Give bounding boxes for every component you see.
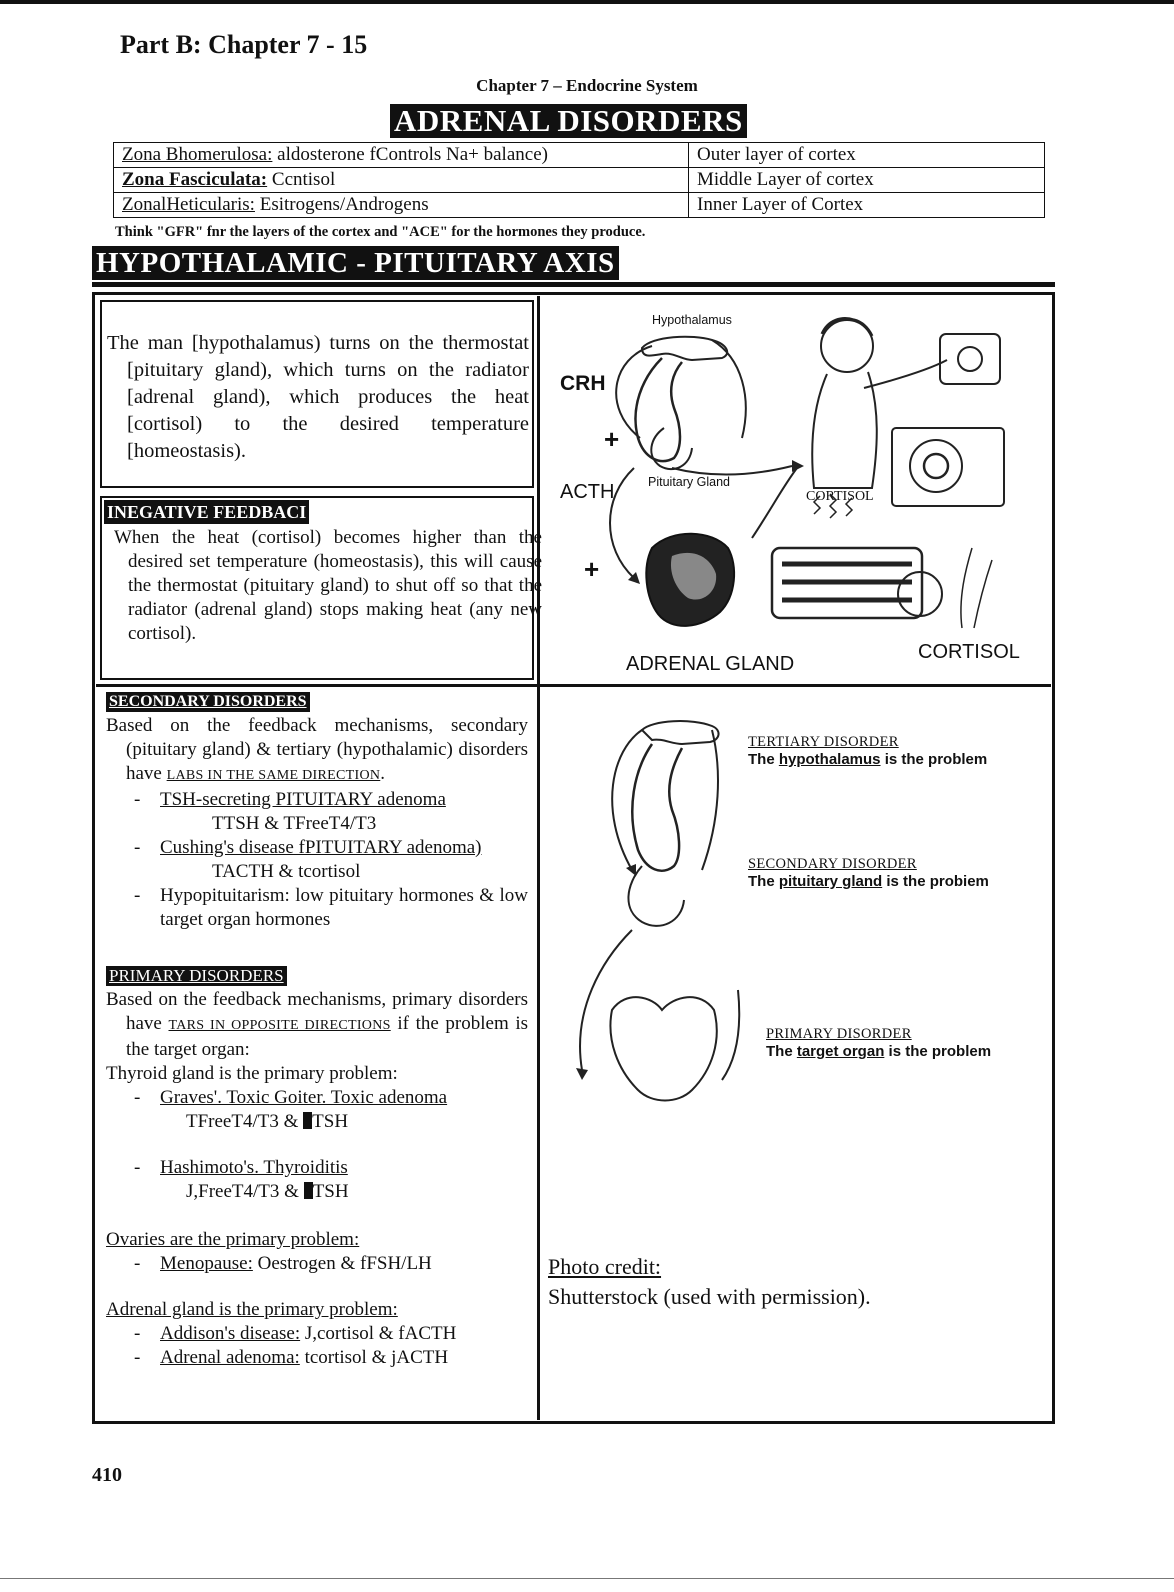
secondary-title: SECONDARY DISORDER: [748, 856, 917, 872]
tertiary-title: TERTIARY DISORDER: [748, 734, 899, 750]
zona-layer: Outer layer of cortex: [689, 143, 1045, 168]
pituitary-lobe: [651, 428, 692, 469]
chapter-subtitle: [0, 76, 1174, 96]
pituitary-shape: [632, 744, 682, 871]
radiator-wheel: [898, 572, 942, 616]
list-item: [106, 884, 528, 932]
zona-hormone: Ccntisol: [271, 169, 336, 190]
redaction-mark: [303, 1112, 312, 1129]
label-hypothalamus: Hypothalamus: [652, 313, 732, 327]
hashimoto-label: Hashimoto's. Thyroiditis: [160, 1157, 348, 1178]
adrenal-disorders-title: ADRENAL DISORDERS: [390, 104, 747, 138]
photo-credit-text: Shutterstock (used with permission).: [548, 1284, 871, 1309]
graves-labs-a: TFreeT4/T3 &: [186, 1111, 304, 1132]
thermostat-knob: [958, 347, 982, 371]
label-plus-2: +: [584, 554, 600, 584]
graves-label: Graves'. Toxic Goiter. Toxic adenoma: [160, 1087, 448, 1108]
plant-shape: [961, 548, 992, 628]
label-crh: CRH: [560, 372, 606, 395]
analogy-text: [107, 330, 529, 465]
primary-intro-a: Based on the feedback mechanisms, primary disorders have: [106, 989, 528, 1034]
zona-name: Zona Bhomerulosa:: [122, 144, 273, 165]
hashimoto-labs-a: J,FreeT4/T3 &: [186, 1181, 304, 1202]
adrenal-adenoma-labs: tcortisol & jACTH: [304, 1347, 449, 1368]
adrenal-adenoma-label: Adrenal adenoma:: [160, 1347, 300, 1368]
zona-hormone: aldosterone fControls Na+ balance): [277, 144, 548, 165]
secondary-desc: [748, 873, 989, 890]
list-dash: -: [134, 1347, 141, 1368]
label-cortisol-large: CORTISOL: [918, 641, 1020, 663]
negative-feedback-heading-wrap: [104, 500, 309, 524]
primary-title: PRIMARY DISORDER: [766, 1026, 912, 1042]
feedback-arrow: [712, 340, 746, 438]
ovaries-heading: Ovaries are the primary problem:: [106, 1229, 360, 1250]
menopause-labs: Oestrogen & fFSH/LH: [257, 1253, 432, 1274]
zona-name: Zona Fasciculata:: [122, 169, 268, 190]
disorders-column: [106, 692, 528, 1370]
man-body: [812, 372, 877, 488]
addison-labs: J,cortisol & fACTH: [304, 1323, 457, 1344]
list-dash: -: [134, 789, 141, 810]
primary-post: is the problem: [884, 1043, 992, 1060]
secondary-intro-c: .: [380, 763, 386, 784]
spacer: [106, 1204, 528, 1228]
zona-cell: [114, 193, 689, 218]
zona-table: [113, 142, 1045, 218]
photo-credit-label: Photo credit:: [548, 1254, 662, 1279]
bottom-rule: [0, 1578, 1174, 1579]
list-dash: -: [134, 1323, 141, 1344]
tertiary-post: is the problem: [880, 751, 988, 768]
secondary-key: pituitary gland: [778, 873, 883, 890]
primary-disorders-heading: PRIMARY DISORDERS: [106, 966, 287, 986]
secondary-arrowhead: [576, 1068, 588, 1080]
label-plus-1: +: [604, 424, 620, 454]
tsh-adenoma-labs: TTSH & TFreeT4/T3: [212, 813, 377, 834]
photo-credit: [548, 1252, 871, 1312]
list-item: [106, 1086, 528, 1110]
zona-row: [114, 193, 1045, 218]
feedback-arrow: [702, 730, 718, 870]
pituitary-shape: [635, 358, 682, 461]
list-item: [106, 1346, 528, 1370]
chapter-subtitle-text: Chapter 7 – Endocrine System: [476, 76, 698, 95]
primary-desc: [766, 1043, 991, 1060]
primary-pre: The: [766, 1043, 797, 1060]
hpa-rule: [92, 282, 1055, 287]
graves-labs-b: TSH: [312, 1111, 349, 1132]
thyroid-heading: Thyroid gland is the primary problem:: [106, 1063, 398, 1084]
dial-outer: [910, 440, 962, 492]
analogy-paragraph: The man [hypothalamus) turns on the thermostat [pituitary gland), which turns on the radiator [adrenal gland), which produces the heat [cortisol) to the desired temperature [homeostasis).: [107, 332, 529, 462]
primary-key: target organ: [796, 1043, 885, 1060]
cushing-label: Cushing's disease fPITUITARY adenoma): [160, 837, 482, 858]
list-dash: -: [134, 1157, 141, 1178]
tertiary-pre: The: [748, 751, 779, 768]
secondary-intro-a: Based on the feedback mechanisms, secondary (pituitary gland) & tertiary (hypothalamic) disorders have: [106, 715, 528, 784]
list-item: [106, 1156, 528, 1180]
pituitary-arrow: [672, 466, 792, 475]
secondary-disorders-heading: SECONDARY DISORDERS: [106, 692, 310, 712]
list-item: [106, 1252, 528, 1276]
adrenal-heading: Adrenal gland is the primary problem:: [106, 1299, 398, 1320]
zona-hormone: Esitrogens/Androgens: [259, 194, 429, 215]
addison-label: Addison's disease:: [160, 1323, 301, 1344]
top-rule: [0, 0, 1174, 4]
primary-feedback-line: [722, 990, 739, 1080]
page-number: 410: [92, 1464, 122, 1486]
tertiary-block: [748, 734, 987, 768]
tertiary-key: hypothalamus: [778, 751, 881, 768]
dial-inner: [924, 454, 948, 478]
list-dash: -: [134, 837, 141, 858]
zona-row: [114, 143, 1045, 168]
gfr-ace-note: Think "GFR" fnr the layers of the cortex and "ACE" for the hormones they produce.: [115, 224, 646, 240]
zona-cell: [114, 168, 689, 193]
spacer: [106, 1134, 528, 1156]
graves-labs: [106, 1110, 528, 1134]
list-dash: -: [134, 1087, 141, 1108]
primary-intro-c: if the problem is the target organ:: [126, 1013, 529, 1060]
crh-arrow: [616, 346, 652, 438]
thermostat-shape: [940, 334, 1000, 384]
cortisol-feedback-line: [752, 468, 797, 538]
secondary-post: is the probiem: [882, 873, 989, 890]
primary-block: [766, 1026, 991, 1060]
spacer: [106, 932, 528, 966]
list-item: [106, 836, 528, 860]
hypopituitarism-text: low pituitary hormones & low target organ hormones: [160, 885, 528, 930]
secondary-block: [748, 856, 989, 890]
pituitary-arrowhead: [792, 460, 804, 472]
hypothalamus-shape: [642, 337, 727, 360]
list-dash: -: [134, 885, 141, 906]
tsh-adenoma-label: TSH-secreting PITUITARY adenoma: [160, 789, 446, 810]
redaction-mark: [304, 1182, 313, 1199]
negative-feedback-text: When the heat (cortisol) becomes higher than the desired set temperature (homeostasis), this will cause the thermostat (pituitary gland) to shut off so that the radiator (adrenal gland) stops making heat (any new cortisol).: [114, 527, 542, 644]
zona-row: [114, 168, 1045, 193]
primary-intro-b: TARS IN OPPOSITE DIRECTIONS: [168, 1018, 391, 1033]
hpa-title: HYPOTHALAMIC - PITUITARY AXIS: [92, 246, 619, 280]
hashimoto-labs-b: TSH: [312, 1181, 349, 1202]
list-dash: -: [134, 1253, 141, 1274]
zona-cell: [114, 143, 689, 168]
zona-layer: Inner Layer of Cortex: [689, 193, 1045, 218]
row-divider: [96, 684, 1051, 687]
menopause-label: Menopause:: [160, 1253, 253, 1274]
column-divider: [537, 296, 540, 1420]
primary-intro: [106, 988, 528, 1062]
secondary-pre: The: [748, 873, 779, 890]
list-item: [106, 788, 528, 812]
spacer: [106, 1276, 528, 1298]
pituitary-lobe: [628, 866, 684, 926]
thyroid-shape: [610, 997, 716, 1100]
part-title: Part B: Chapter 7 - 15: [120, 30, 368, 59]
label-acth: ACTH: [560, 481, 615, 503]
secondary-intro-b: LABS IN THE SAME DIRECTION: [166, 768, 381, 783]
man-arm: [864, 360, 947, 388]
hashimoto-labs: [106, 1180, 528, 1204]
list-item: [106, 1322, 528, 1346]
zona-layer: Middle Layer of cortex: [689, 168, 1045, 193]
axis-levels-diagram: [542, 690, 762, 1110]
hypothalamus-shape: [642, 721, 719, 744]
label-cortisol-small: CORTISOL: [806, 489, 874, 504]
zona-name: ZonalHeticularis:: [122, 194, 255, 215]
tertiary-arrowhead: [626, 864, 636, 876]
negative-feedback-heading: INEGATIVE FEEDBACI: [104, 500, 309, 524]
tertiary-desc: [748, 751, 987, 768]
hypopituitarism-label: Hypopituitarism:: [160, 885, 290, 906]
secondary-intro: [106, 714, 528, 788]
label-adrenal-gland: ADRENAL GLAND: [626, 653, 795, 675]
cushing-labs: TACTH & tcortisol: [212, 861, 361, 882]
hpa-diagram: [542, 298, 1050, 682]
label-pituitary: Pituitary Gland: [648, 475, 730, 489]
